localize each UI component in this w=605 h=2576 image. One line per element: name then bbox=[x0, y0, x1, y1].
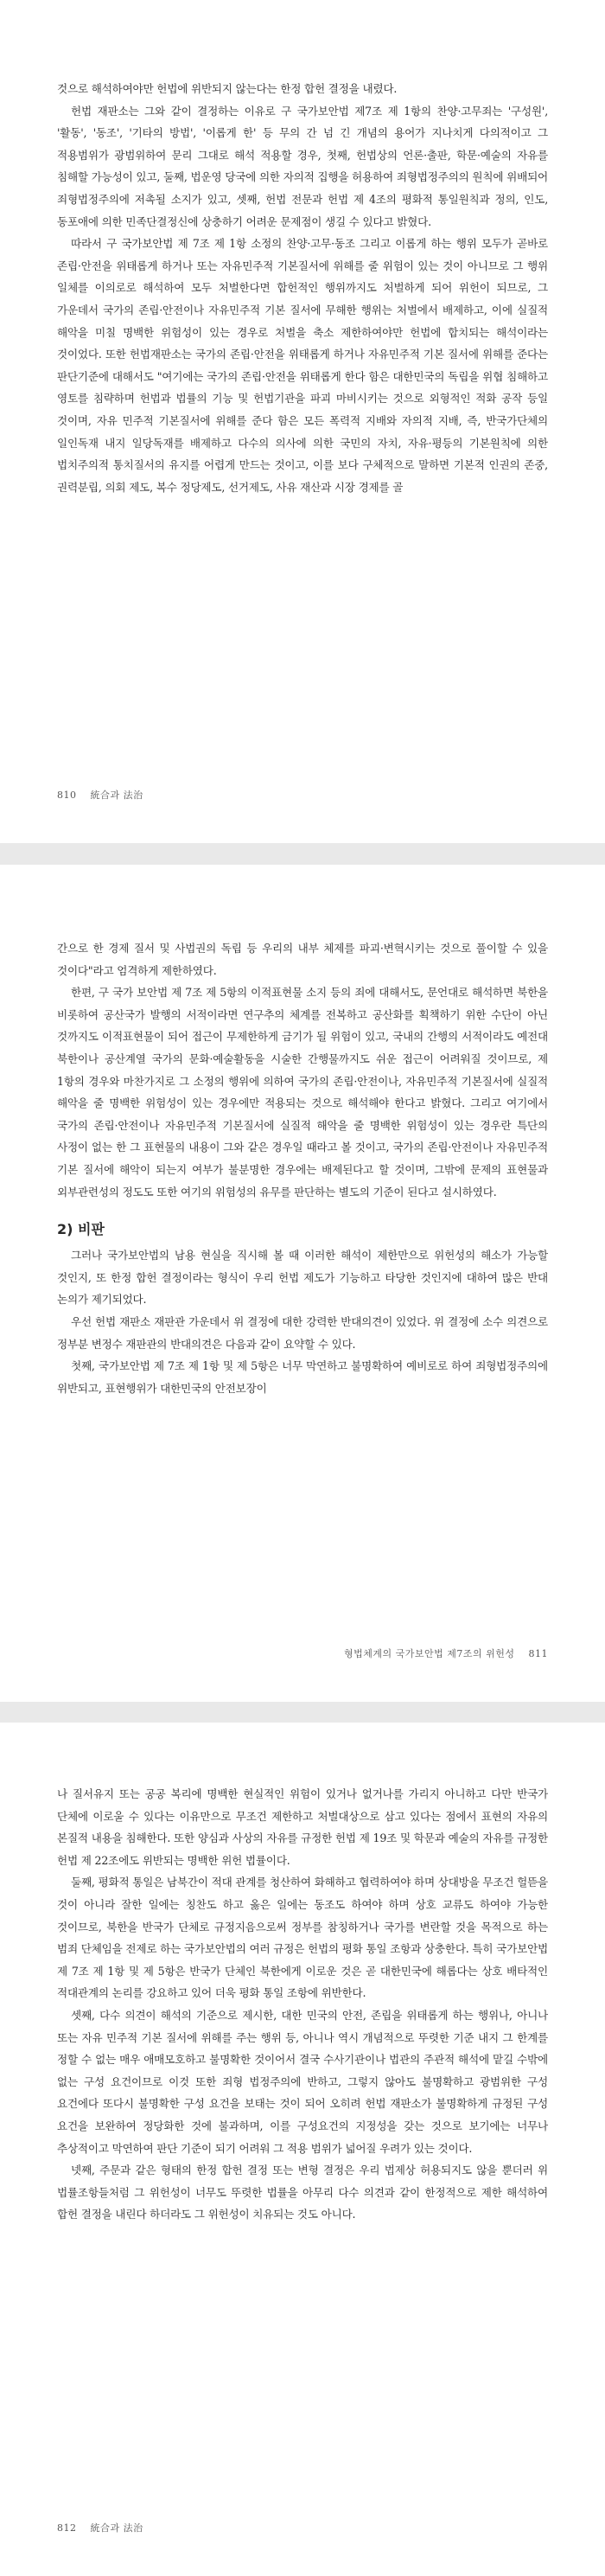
paragraph: 첫째, 국가보안법 제 7조 제 1항 및 제 5항은 너무 막연하고 불명확하여 예비로로 하여 죄형법정주의에 위반되고, 표현행위가 대한민국의 안전보장이 bbox=[57, 1359, 548, 1395]
page-footer bbox=[344, 1646, 548, 1660]
page-body bbox=[57, 1783, 548, 2226]
running-title: 統合과 法治 bbox=[90, 789, 143, 801]
page-number: 812 bbox=[57, 2522, 77, 2534]
page-811 bbox=[0, 865, 605, 1702]
running-title: 형법체계의 국가보안법 제7조의 위헌성 bbox=[343, 1648, 515, 1659]
paragraph: 한편, 구 국가 보안법 제 7조 제 5항의 이적표현물 소지 등의 죄에 대해서도, 문언대로 해석하면 북한을 비롯하여 공산국가 발행의 서적이라면 연구추의 체계를 전복하고 공산화를 획책하기 위한 수단이 아닌 것까지도 이적표현물이 되어 접근이 무제한하게 금기가 될 위험이 있고, 국내의 간행의 서적이라도 예전대 북한이나 공산계열 국가의 문화·예술활동을 시술한 간행물까지도 쉬운 접근이 어려워질 것이므로, 제 1항의 경우와 마찬가지로 그 소정의 행위에 의하여 국가의 존립·안전이나, 자유민주적 기본질서에 실질적 해악을 줄 명백한 위험성이 있는 경우에만 적용되는 것으로 해석해야 한다고 밝혔다. 그리고 여기에서 국가의 존립·안전이나 자유민주적 기본질서에 실질적 해악을 줄 명백한 위험성이 있는 경우란 특단의 사정이 없는 한 그 표현물의 내용이 그와 같은 경우일 때라고 볼 것이고, 국가의 존립·안전이나 자유민주적 기본 질서에 해악이 되는지 여부가 불분명한 경우에는 배제된다고 할 것이며, 그밖에 문제의 표현물과 외부관련성의 정도도 또한 여기의 위험성의 유무를 판단하는 별도의 기준이 된다고 설시하였다. bbox=[57, 986, 548, 1199]
paragraph: 나 질서유지 또는 공공 복리에 명백한 현실적인 위험이 있거나 없거나를 가리지 아니하고 다만 반국가 단체에 이로울 수 있다는 이유만으로 무조건 제한하고 처벌대상으로 삼고 있다는 점에서 표현의 자유의 본질적 내용을 침해한다. 또한 양심과 사상의 자유를 규정한 헌법 제 19조 및 학문과 예술의 자유를 규정한 헌법 제 22조에도 위반되는 명백한 위헌 법률이다. bbox=[57, 1787, 548, 1867]
running-title: 統合과 法治 bbox=[90, 2522, 143, 2534]
paragraph: 우선 헌법 재판소 재판관 가운데서 위 결정에 대한 강력한 반대의견이 있었다. 위 결정에 소수 의견으로 정부분 변정수 재판관의 반대의견은 다음과 같이 요약할 수 있다. bbox=[57, 1314, 548, 1351]
page-810 bbox=[0, 0, 605, 843]
page-body bbox=[57, 78, 548, 498]
paragraph: 간으로 한 경제 질서 및 사법권의 독립 등 우리의 내부 체제를 파괴·변혁시키는 것으로 풀이할 수 있을 것이다"라고 엄격하게 제한하였다. bbox=[57, 942, 548, 977]
page-number: 810 bbox=[57, 789, 77, 801]
paragraph: 그러나 국가보안법의 남용 현실을 직시해 볼 때 이러한 해석이 제한만으로 위헌성의 해소가 가능할 것인지, 또 한정 합헌 결정이라는 형식이 우리 헌법 제도가 기능하고 타당한 것인지에 대하여 많은 반대 논의가 제기되었다. bbox=[57, 1249, 548, 1307]
page-812 bbox=[0, 1723, 605, 2576]
page-footer bbox=[57, 788, 143, 802]
paragraph: 둘째, 평화적 통일은 남북간이 적대 관계를 청산하여 화해하고 협력하여야 하며 상대방을 무조건 헐뜯을 것이 아니라 잘한 일에는 칭찬도 하고 옳은 일에는 동조도 하여야 하며 상호 교류도 하여야 가능한 것이므로, 북한을 반국가 단체로 규정지음으로써 정부를 참칭하거나 국가를 변란할 것을 목적으로 하는 범죄 단체임을 전제로 하는 국가보안법의 여러 규정은 헌법의 평화 통일 조항과 상충한다. 특히 국가보안법 제 7조 제 1항 및 제 5항은 반국가 단체인 북한에게 이로운 것은 곧 대한민국에 해롭다는 상호 배타적인 적대관계의 논리를 강요하고 있어 더욱 평화 통일 조항에 위반한다. bbox=[57, 1876, 548, 2000]
page-number: 811 bbox=[528, 1648, 548, 1659]
page-footer bbox=[57, 2521, 143, 2534]
section-heading: 2) 비판 bbox=[57, 1221, 105, 1238]
paragraph: 것으로 해석하여야만 헌법에 위반되지 않는다는 한정 합헌 결정을 내렸다. bbox=[57, 82, 398, 95]
paragraph: 셋째, 다수 의견이 해석의 기준으로 제시한, 대한 민국의 안전, 존립을 위태롭게 하는 행위나, 아니나 또는 자유 민주적 기본 질서에 위해를 주는 행위 등, 아니나 역시 개념적으로 뚜렷한 기준 내지 그 한계를 정할 수 없는 매우 애매모호하고 불명확한 것이어서 결국 수사기관이나 법관의 주관적 해석에 맡길 수밖에 없는 구성 요건이므로 이것 또한 죄형 법정주의에 반하고, 그렇지 않아도 불명확하고 광범위한 구성 요건에다 또다시 불명확한 구성 요건을 보태는 것이 되어 오히려 헌법 재판소가 불명확하게 규정된 구성 요건을 보완하여 정당화한 것에 불과하며, 이를 구성요건의 지정성을 갖는 것으로 보기에는 너무나 추상적이고 막연하여 판단 기준이 되기 어려워 그 적용 범위가 넓어질 우려가 있는 것이다. bbox=[57, 2008, 548, 2155]
paragraph: 따라서 구 국가보안법 제 7조 제 1항 소정의 찬양·고무·동조 그리고 이롭게 하는 행위 모두가 곧바로 존립·안전을 위태롭게 하거나 또는 자유민주적 기본질서에 위해를 줄 위험이 있는 것이 아니므로 그 행위 일체를 이의로로 해석하여 모두 처벌한다면 합헌적인 행위까지도 처벌하게 되어 위헌이 되므로, 그 가운데서 국가의 존립·안전이나 자유민주적 기본 질서에 무해한 행위는 처벌에서 배제하고, 이에 실질적 해악을 미칠 명백한 위험성이 있는 경우로 처벌을 축소 제한하여야만 헌법에 합치되는 해석이라는 것이었다. 또한 헌법재판소는 국가의 존립·안전을 위태롭게 하거나 자유민주적 기본 질서에 위해를 준다는 판단기준에 대해서도 "여기에는 국가의 존립·안전을 위태롭게 한다 함은 대한민국의 독립을 위협 침해하고 영토를 침략하며 헌법과 법률의 기능 및 헌법기관을 파괴 마비시키는 것으로 외형적인 적화 공작 등일 것이며, 자유 민주적 기본질서에 위해를 준다 함은 모든 폭력적 지배와 자의적 지배, 즉, 반국가단체의 일인독재 내지 일당독재를 배제하고 다수의 의사에 의한 국민의 자치, 자유·평등의 기본원칙에 의한 법치주의적 통치질서의 유지를 어렵게 만드는 것이고, 이를 보다 구체적으로 말하면 기본적 인권의 존중, 권력분립, 의회 제도, 복수 정당제도, 선거제도, 사유 재산과 시장 경제를 골 bbox=[57, 237, 548, 494]
paragraph: 헌법 재판소는 그와 같이 결정하는 이유로 구 국가보안법 제7조 제 1항의 찬양·고무죄는 '구성원', '활동', '동조', '기타의 방법', '이롭게 한' 등 무의 간 넘 긴 개념의 용어가 지나치게 다의적이고 그 적용범위가 광범위하여 문리 그대로 해석 적용할 경우, 첫째, 헌법상의 언론·출판, 학문·예술의 자유를 침해할 가능성이 있고, 둘째, 법운영 당국에 의한 자의적 집행을 허용하여 죄형법정주의의 원칙에 위배되어 죄형법정주의에 저촉될 소지가 있고, 셋째, 헌법 전문과 헌법 제 4조의 평화적 통일원칙과 정의, 인도, 동포애에 의한 민족단결정신에 상충하기 어려운 문제점이 생길 수 있다고 밝혔다. bbox=[57, 104, 548, 228]
page-body bbox=[57, 937, 548, 1399]
paragraph: 넷째, 주문과 같은 형태의 한정 합헌 결정 또는 변형 결정은 우리 법제상 허용되지도 않을 뿐더러 위 법률조항들처럼 그 위헌성이 너무도 뚜렷한 법률을 아무리 다수 의견과 같이 한정적으로 제한 해석하여 합헌 결정을 내린다 하더라도 그 위헌성이 치유되는 것도 아니다. bbox=[57, 2164, 548, 2221]
